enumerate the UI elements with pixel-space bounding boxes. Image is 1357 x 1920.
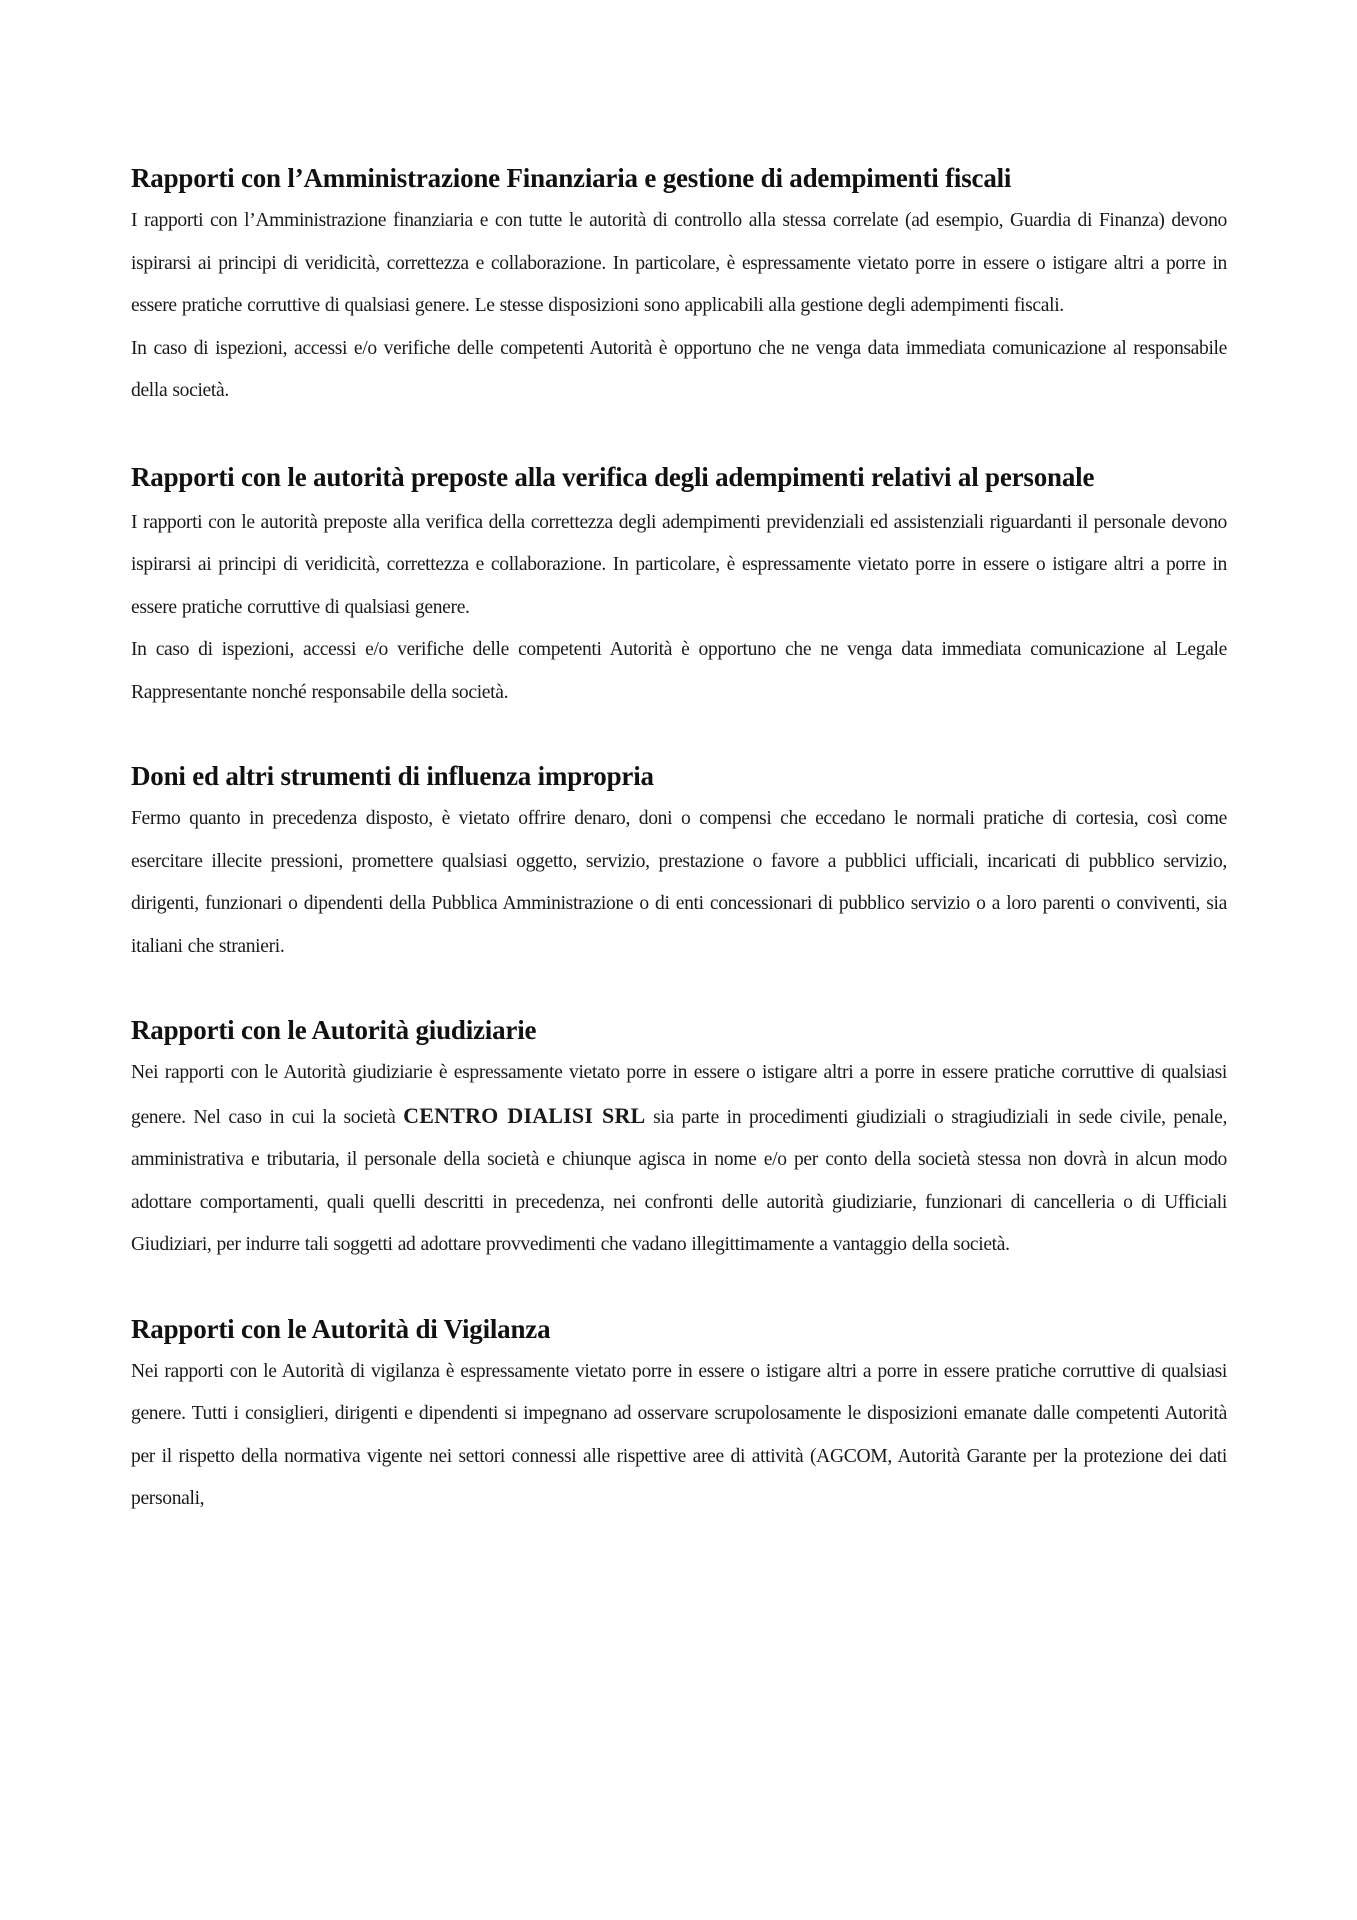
section-supervisory-authorities <box>131 1309 1227 1521</box>
document-page <box>131 158 1227 1521</box>
section-gifts-influence <box>131 756 1227 968</box>
section-paragraph: I rapporti con le autorità preposte alla verifica della correttezza degli adempimenti previdenziali ed assistenziali riguardanti il personale devono ispirarsi ai principi di veridicità, correttezza e collaborazione. In particolare, è espressamente vietato porre in essere o istigare altri a porre in essere pratiche corruttive di qualsiasi genere. <box>131 511 1227 618</box>
section-heading: Rapporti con le autorità preposte alla verifica degli adempimenti relativi al personale <box>131 461 1095 492</box>
section-heading: Doni ed altri strumenti di influenza impropria <box>131 761 654 791</box>
section-paragraph: Fermo quanto in precedenza disposto, è vietato offrire denaro, doni o compensi che eccedano le normali pratiche di cortesia, così come esercitare illecite pressioni, promettere qualsiasi oggetto, servizio, prestazione o favore a pubblici ufficiali, incaricati di pubblico servizio, dirigenti, funzionari o dipendenti della Pubblica Amministrazione o di enti concessionari di pubblico servizio o a loro parenti o conviventi, sia italiani che stranieri. <box>131 808 1227 957</box>
section-heading: Rapporti con le Autorità giudiziarie <box>131 1015 537 1045</box>
section-paragraph <box>131 1052 1227 1267</box>
section-judicial-authorities <box>131 1010 1227 1267</box>
company-name: CENTRO DIALISI SRL <box>403 1102 646 1128</box>
section-heading: Rapporti con le Autorità di Vigilanza <box>131 1313 551 1344</box>
paragraph-text: sia parte in procedimenti giudiziali o stragiudiziali in sede civile, penale, amministrativa e tributaria, il personale della società e chiunque agisca in nome e/o per conto della società stessa non dovrà in alcun modo adottare comportamenti, quali quelli descritti in precedenza, nei confronti delle autorità giudiziarie, funzionari di cancelleria o di Ufficiali Giudiziari, per indurre tali soggetti ad adottare provvedimenti che vadano illegittimamente a vantaggio della società. <box>131 1106 1227 1255</box>
section-tax-administration <box>131 158 1227 413</box>
section-personnel-authorities <box>131 449 1227 715</box>
section-paragraph: In caso di ispezioni, accessi e/o verifiche delle competenti Autorità è opportuno che ne venga data immediata comunicazione al responsabile della società. <box>131 337 1227 401</box>
section-gap <box>131 1267 1227 1309</box>
paragraph-text: Nei rapporti con le Autorità giudiziarie è espressamente vietato porre in essere o istigare altri a porre in essere pratiche corruttive di qualsiasi genere. Nel caso in cui la società <box>131 1062 1227 1128</box>
section-gap <box>131 714 1227 756</box>
section-heading: Rapporti con l’Amministrazione Finanziaria e gestione di adempimenti fiscali <box>131 163 1012 193</box>
section-paragraph: In caso di ispezioni, accessi e/o verifiche delle competenti Autorità è opportuno che ne venga data immediata comunicazione al Legale Rappresentante nonché responsabile della società. <box>131 639 1227 703</box>
section-gap <box>131 968 1227 1010</box>
section-paragraph: I rapporti con l’Amministrazione finanziaria e con tutte le autorità di controllo alla stessa correlate (ad esempio, Guardia di Finanza) devono ispirarsi ai principi di veridicità, correttezza e collaborazione. In particolare, è espressamente vietato porre in essere o istigare altri a porre in essere pratiche corruttive di qualsiasi genere. Le stesse disposizioni sono applicabili alla gestione degli adempimenti fiscali. <box>131 210 1227 316</box>
section-paragraph: Nei rapporti con le Autorità di vigilanza è espressamente vietato porre in essere o istigare altri a porre in essere pratiche corruttive di qualsiasi genere. Tutti i consiglieri, dirigenti e dipendenti si impegnano ad osservare scrupolosamente le disposizioni emanate dalle competenti Autorità per il rispetto della normativa vigente nei settori connessi alle rispettive aree di attività (AGCOM, Autorità Garante per la protezione dei dati personali, <box>131 1360 1227 1509</box>
